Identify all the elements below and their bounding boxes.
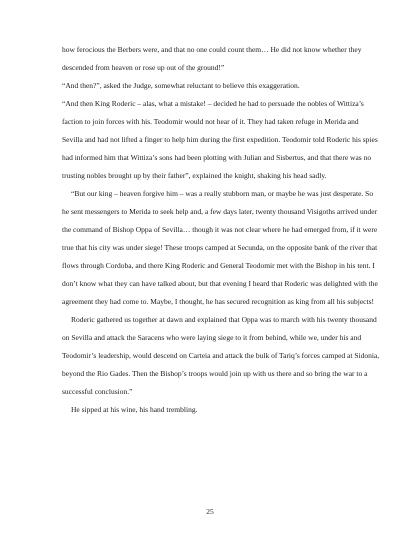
paragraph-3: “And then King Roderic – alas, what a mistake! – decided he had to persuade the nobles of Wittiza’s faction to join forces with his. Teodomir would not hear of it. They had taken refuge in Merida and Sevilla and had not lifted a finger to help him during the first expedition. Teodomir told Roderic his spies had informed him that Wittiza’s sons had been plotting with Julian and Sisbertus, and that there was no trusting nobles brought up by their father”, explained the knight, shaking his head sadly.	[62, 99, 378, 180]
body-text	[62, 41, 380, 419]
page-number: 25	[206, 507, 214, 516]
paragraph-5: Roderic gathered us together at dawn and explained that Oppa was to march with his twenty thousand on Sevilla and attack the Saracens who were laying siege to it from behind, while we, under his and Teodomir’s leadership, would descend on Carteia and attack the bulk of Tariq’s forces camped at Sidonia, beyond the Rio Gades. Then the Bishop’s troops would join up with us there and so bring the war to a successful conclusion.”	[62, 315, 380, 396]
paragraph-2: “And then?”, asked the Judge, somewhat reluctant to believe this exaggeration.	[62, 81, 300, 90]
paragraph-6: He sipped at his wine, his hand trembling.	[71, 405, 198, 414]
paragraph-4: “But our king – heaven forgive him – was a really stubborn man, or maybe he was just desperate. So he sent messengers to Merida to seek help and, a few days later, twenty thousand Visigoths arrived under the command of Bishop Oppa of Sevilla… though it was not clear where he had emerged from, if it were true that his city was under siege! These troops camped at Secunda, on the opposite bank of the river that flows through Cordoba, and there King Roderic and General Teodomir met with the Bishop in his tent. I don’t know what they can have talked about, but that evening I heard that Roderic was delighted with the agreement they had come to. Maybe, I thought, he has secured recognition as king from all his subjects!	[62, 189, 378, 306]
paragraph-1: how ferocious the Berbers were, and that no one could count them… He did not know whether they descended from heaven or rose up out of the ground!”	[62, 45, 362, 72]
